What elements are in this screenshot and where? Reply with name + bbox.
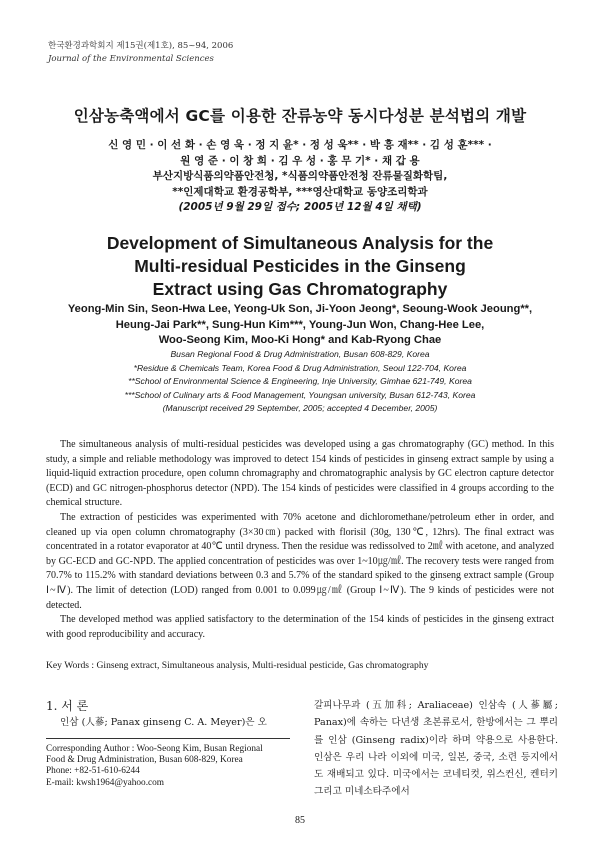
keywords: Key Words : Ginseng extract, Simultaneous analysis, Multi-residual pesticide, Gas chromatography (46, 660, 429, 671)
page-number: 85 (295, 815, 305, 826)
korean-affiliation-line2: **인제대학교 환경공학부, ***영산대학교 동양조리학과 (172, 185, 428, 198)
section-heading-introduction: 1. 서 론 (46, 699, 89, 713)
english-affiliations (30, 348, 570, 416)
abstract-paragraph-2: The extraction of pesticides was experimented with 70% acetone and dichloromethane/petroleum ether in order, and cleaned up via open column chromatography (3×30㎝) packed with florisil (30g, 130℃, 12hrs). The final extract was concentrated in a rotator evaporator at 40℃ until dryness. Then the residue was redissolved to 2㎖ with acetone, and analyzed by GC-ECD and GC-NPD. The applied concentration of pesticides was over 1~10㎍/㎖. The recovery tests were ranged from 70.7% to 115.2% with standard deviations between 0.3 and 5.7% of the standard spiked to the ginseng extract sample (Group Ⅰ~Ⅳ). The limit of detection (LOD) ranged from 0.001 to 0.099㎍/㎖ (Group Ⅰ~Ⅳ). The 9 kinds of pesticides were not detected. (46, 511, 554, 611)
korean-author-block (0, 138, 600, 216)
english-authors-line3: Woo-Seong Kim, Moo-Ki Hong* and Kab-Ryong Chae (158, 334, 442, 346)
korean-authors-line1: 신 영 민 · 이 선 화 · 손 영 욱 · 정 지 윤* · 정 성 욱** · 박 흥 재** · 김 성 훈*** · (108, 139, 492, 151)
abstract-paragraph-1: The simultaneous analysis of multi-residual pesticides was developed using a gas chromatography (GC) method. In this study, a simple and reliable methodology was improved to detect 154 kinds of pesticides in ginseng extract sample by using a liquid-liquid extraction procedure, open column chromagraphy and chromatographic analysis by GC electron capture detector (ECD) and GC nitrogen-phosphorus detector (NPD). The 154 kinds of pesticides were classified in 4 groups according to the chemical structure. (46, 439, 554, 509)
english-title-line2: Multi-residual Pesticides in the Ginseng (134, 256, 466, 276)
english-authors-line2: Heung-Jai Park**, Sung-Hun Kim***, Young-Jun Won, Chang-Hee Lee, (115, 318, 485, 331)
journal-name: Journal of the Environmental Sciences (48, 54, 214, 64)
english-authors-line1: Yeong-Min Sin, Seon-Hwa Lee, Yeong-Uk Son, Ji-Yoon Jeong*, Seoung-Wook Jeoung**, (67, 303, 533, 315)
footnote-divider (46, 738, 290, 739)
corresponding-email: E-mail: kwsh1964@yahoo.com (46, 777, 165, 788)
affiliation-4: ***School of Culinary arts & Food Management, Youngsan university, Busan 612-743, Korea (124, 389, 476, 400)
english-title-line1: Development of Simultaneous Analysis for the (106, 233, 494, 253)
abstract (46, 438, 554, 642)
journal-volume: 한국환경과학회지 제15권(제1호), 85~94, 2006 (48, 41, 234, 51)
journal-header (48, 40, 233, 66)
corresponding-author (46, 744, 296, 789)
korean-title: 인삼농축액에서 GC를 이용한 잔류농약 동시다성분 분석법의 개발 (73, 107, 527, 125)
corresponding-phone: Phone: +82-51-610-6244 (46, 766, 140, 777)
affiliation-1: Busan Regional Food & Drug Administration, Busan 608-829, Korea (170, 349, 430, 359)
corresponding-line2: Food & Drug Administration, Busan 608-829, Korea (46, 755, 243, 766)
intro-right-column: 갈피나무과 (五加科; Araliaceae) 인삼속 (人蔘屬; Panax)에 속하는 다년생 초본류로서, 한방에서는 그 뿌리를 인삼 (Ginseng radix)이라 하며 약용으로 사용한다. 인삼은 우리 나라 이외에 미국, 일본, 중국, 소련 등지에서도 재배되고 있다. 미국에서는 코네티컷, 위스컨신, 켄터키 그리고 미네소타주에서 (314, 700, 558, 798)
korean-authors-line2: 원 영 준 · 이 창 희 · 김 우 성 · 홍 무 기* · 채 갑 용 (180, 154, 420, 167)
english-authors (40, 302, 560, 349)
korean-dates: (2005년 9월 29일 접수; 2005년 12월 4일 채택) (178, 201, 422, 213)
english-title (0, 232, 600, 301)
abstract-paragraph-3: The developed method was applied satisfactory to the determination of the 154 kinds of pesticides in the ginseng extract with good reproducibility and accuracy. (46, 614, 554, 640)
english-title-line3: Extract using Gas Chromatography (152, 279, 448, 299)
intro-first-line: 인삼 (人蔘; Panax ginseng C. A. Meyer)은 오 (60, 717, 267, 728)
affiliation-3: **School of Environmental Science & Engineering, Inje University, Gimhae 621-749, Korea (128, 376, 472, 387)
affiliation-2: *Residue & Chemicals Team, Korea Food & Drug Administration, Seoul 122-704, Korea (133, 362, 467, 373)
manuscript-dates: (Manuscript received 29 September, 2005; accepted 4 December, 2005) (162, 403, 438, 414)
korean-affiliation-line1: 부산지방식품의약품안전청, *식품의약품안전청 잔류물질화학팀, (152, 170, 448, 182)
corresponding-line1: Corresponding Author : Woo-Seong Kim, Busan Regional (46, 744, 263, 754)
